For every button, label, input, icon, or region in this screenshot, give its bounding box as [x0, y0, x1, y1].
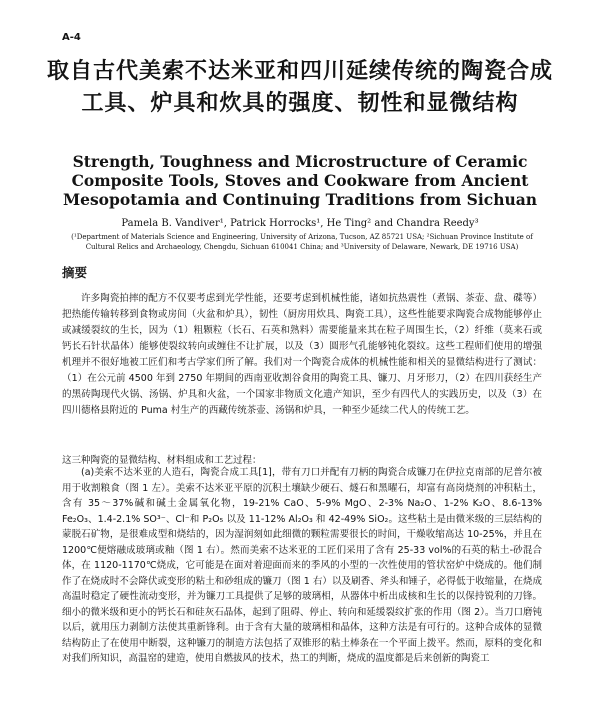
author-affiliations: (¹Department of Materials Science and Engineering, University of Arizona, Tucson, AZ 85721 USA; ²Sichuan Province Institute of Cultural Relics and Archaeology, Chengdu, Sichuan 610041 China; and ³University of Delaware, Newark, DE 19716 USA) — [71, 233, 533, 251]
abstract-heading: 摘要 — [62, 265, 88, 280]
body-paragraph: (a)美索不达米亚的人造石，陶瓷合成工具[1]，带有刀口并配有刀柄的陶瓷合成镰刀在伊拉克南部的尼普尔被用于收割粮食（图 1 左）。美索不达米亚平原的沉积土壤缺少硬石、燧石和黑曜石，却富有高岗烧剂的冲积粘土，含有 35～37%碱和碱土金属氧化物，19-21% CaO、5-9% MgO、2-3% Na₂O、1-2% K₂O、8.6-13% Fe₂O₃、1.4-2.1% SO³⁻、Cl⁻和 P₂O₅ 以及 11-12% Al₂O₃ 和 42-49% SiO₂。这些粘土是由微米级的三层结构的蒙脱石矿物，是很难成型和烧结的，因为湿润刻如此细微的颗粒需要很长的时间，干燥收缩高达 10-25%，并且在 1200℃便熔融成玻璃或釉（图 1 右）。然而美索不达米亚的工匠们采用了含有 25-33 vol%的石英的粘土-砂混合体，在 1120-1170℃烧成，它可能是在面对着迎面而来的季风的小型的一次性使用的管状窑炉中烧成的。他们制作了在烧成时不会降伏或变形的粘土和砂组成的镰刀（图 1 右）以及刷香、斧头和锤子，必得低于收缩量，在烧成高温时稳定了硬性流动变形，并为镰刀工具提供了足够的玻璃相，从器体中析出成核和生长的以保持锐利的刀锋。细小的微米级和更小的钙长石和硅灰石晶体，起到了阻碍、停止、转向和延缓裂纹扩张的作用（图 2）。当刀口磨钝以后，就用压力剥制方法使其重新锋利。由于含有大量的玻璃相和晶体，这种方法是有可行的。这种合成体的显微结构防止了在使用中断裂，这种镰刀的制造方法包括了双锥形的粘土棒条在一个平面上拨平。然而，原料的变化和对我们所知识，高温窑的建造，使用自燃拔风的技术，热工的判断，烧成的温度都是后来创新的陶瓷工 — [62, 467, 542, 664]
english-title: Strength, Toughness and Microstructure of Ceramic Composite Tools, Stoves and Cookware from Ancient Mesopotamia and Continuing Traditions from Sichuan — [62, 152, 538, 209]
author-list: Pamela B. Vandiver¹, Patrick Horrocks¹, He Ting² and Chandra Reedy³ — [121, 218, 479, 229]
abstract-paragraph: 许多陶瓷拍摔的配方不仅要考虑到光学性能，还要考虑到机械性能，诸如抗热震性（煮锅、茶壶、盘、碟等）把热能传输转移到食物或房间（火盆和炉具），韧性（厨房用炊具、陶瓷工具），这些性能要求陶瓷合成物能够停止或减缓裂纹的生长，因为（1）粗颗粒（长石、石英和熟料）需要能量来其在粒子周围生长，（2）纤维（莫来石或钙长石针状晶体）能够使裂纹转向或缠住不让扩展，以及（3）圆形气孔能够钝化裂纹。这些工程师们使用的增强机理并不很好地被工匠们和考古学家们所了解。我们对一个陶瓷合成体的机械性能和相关的显微结构进行了测试：（1）在公元前 4500 年到 2750 年期间的西南亚收割谷食用的陶瓷工具、镰刀、月牙形刀，（2）在四川获经生产的黑砖陶现代火锅、汤锅、炉具和火盆，一个国家非物质文化遗产知识，至少有四代人的实践历史，以及（3）在四川德格县附近的 Puma 村生产的西藏传统茶壶、汤锅和炉具，一种至少延续二代人的传统工艺。 — [62, 293, 542, 416]
section-heading: 这三种陶瓷的显微结构、材料组成和工艺过程： — [62, 455, 262, 466]
page-identifier: A-4 — [62, 32, 81, 43]
chinese-title: 取自古代美索不达米亚和四川延续传统的陶瓷合成工具、炉具和炊具的强度、韧性和显微结构 — [46, 59, 553, 116]
